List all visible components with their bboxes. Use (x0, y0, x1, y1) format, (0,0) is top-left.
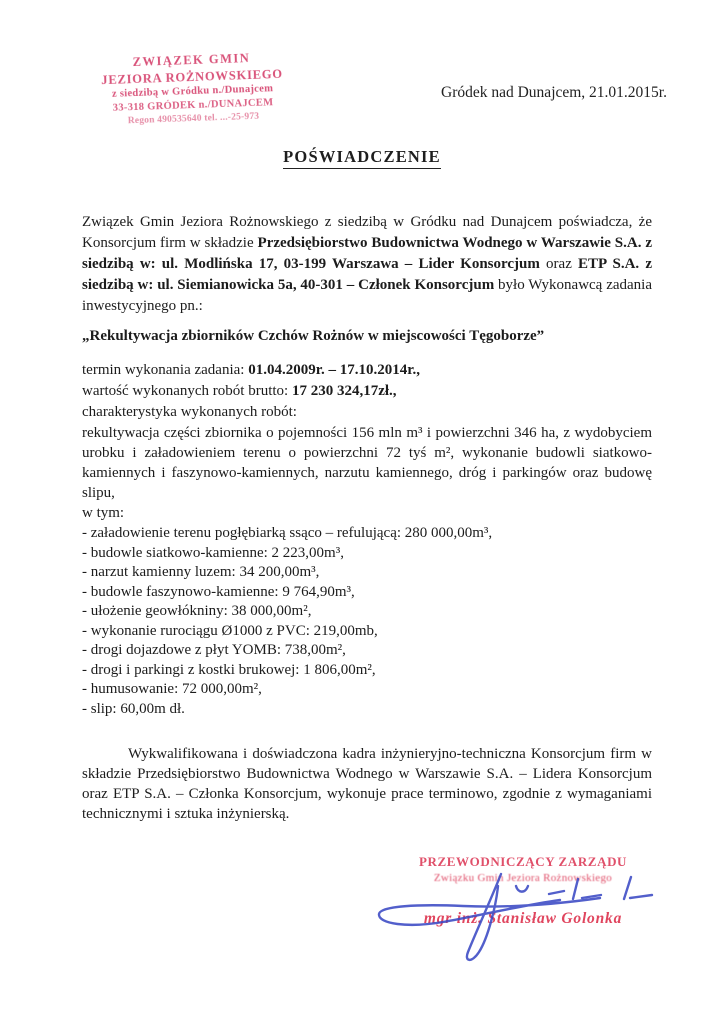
org-stamp-line-4: 33-318 GRÓDEK n./DUNAJCEM (112, 97, 274, 114)
intro-paragraph (82, 212, 652, 317)
term-line (82, 360, 652, 381)
value-amount: 17 230 324,17zł., (291, 383, 397, 399)
org-stamp-line-1: ZWIĄZEK GMIN (132, 50, 251, 70)
project-title: „Rekultywacja zbiorników Czchów Rożnów w miejscowości Tęgoborze” (82, 328, 545, 344)
work-item: - drogi dojazdowe z płyt YOMB: 738,00m², (82, 642, 346, 658)
consortium-member-name: ETP S.A. z siedzibą w: ul. Siemianowicka 5a, 40-301 – Członek Konsorcjum (82, 256, 652, 293)
works-list (82, 524, 652, 719)
value-label: wartość wykonanych robót brutto: (82, 383, 292, 399)
closing-paragraph: Wykwalifikowana i doświadczona kadra inżynieryjno-techniczna Konsorcjum firm w składzie Przedsiębiorstwo Budownictwa Wodnego w Warszawie S.A. – Lidera Konsorcjum oraz ETP S.A. – Członka Konsorcjum, wykonuje prace terminowo, zgodnie z wymaganiami technicznymi i sztuka inżynierską. (82, 746, 652, 822)
org-stamp (69, 48, 316, 130)
work-item: - humusowanie: 72 000,00m², (82, 681, 262, 697)
document-title-row (0, 147, 724, 169)
intro-text-2: oraz (539, 256, 579, 272)
date-line: Gródek nad Dunajcem, 21.01.2015r. (441, 84, 667, 101)
works-intro: w tym: (82, 505, 125, 521)
signer-name: mgr inż. Stanisław Golonka (423, 910, 623, 927)
signer-role: PRZEWODNICZĄCY ZARZĄDU (418, 854, 628, 869)
org-stamp-line-5: Regon 490535640 tel. ...-25-973 (127, 111, 260, 126)
work-item: - drogi i parkingi z kostki brukowej: 1 806,00m², (82, 661, 376, 678)
signature-block (368, 855, 678, 927)
org-stamp-line-3: z siedzibą w Gródku n./Dunajcem (111, 83, 274, 100)
org-stamp-line-2: JEZIORA ROŻNOWSKIEGO (101, 66, 284, 87)
work-item: - narzut kamienny luzem: 34 200,00m³, (82, 564, 320, 580)
work-item: - załadowienie terenu pogłębiarką ssąco – refulującą: 280 000,00m³, (82, 525, 493, 541)
value-line (82, 381, 652, 402)
works-description: rekultywacja części zbiornika o pojemności 156 mln m³ i powierzchni 346 ha, z wydobyciem urobku i załadowieniem terenu o powierzchni 72 tyś m², wykonanie budowli siatkowo-kamiennych i faszynowo-kamiennych, narzutu kamiennego, dróg i parkingów oraz budowę slipu, (82, 425, 652, 501)
characteristics-line: charakterystyka wykonanych robót: (82, 404, 297, 420)
work-item: - budowle siatkowo-kamienne: 2 223,00m³, (82, 544, 344, 561)
intro-text-1: Związek Gmin Jeziora Rożnowskiego z siedzibą w Gródku nad Dunajcem poświadcza, że Konsorcjum firm w składzie (82, 214, 652, 251)
work-item: - ułożenie geowłókniny: 38 000,00m², (82, 603, 312, 619)
term-value: 01.04.2009r. – 17.10.2014r., (248, 362, 420, 378)
details-section (82, 360, 652, 719)
signer-org: Związku Gmin Jeziora Rożnowskiego (433, 872, 613, 884)
document-title: POŚWIADCZENIE (283, 147, 441, 169)
work-item: - slip: 60,00m dł. (82, 700, 185, 717)
consortium-leader-name: Przedsiębiorstwo Budownictwa Wodnego w Warszawie S.A. z siedzibą w: ul. Modlińska 17, 03-199 Warszawa – Lider Konsorcjum (82, 235, 652, 272)
term-label: termin wykonania zadania: (82, 362, 249, 378)
work-item: - wykonanie rurociągu Ø1000 z PVC: 219,00mb, (82, 622, 378, 639)
intro-text-3: było Wykonawcą zadania inwestycyjnego pn.: (82, 277, 652, 314)
document-body (82, 212, 652, 824)
work-item: - budowle faszynowo-kamienne: 9 764,90m³, (82, 583, 355, 600)
